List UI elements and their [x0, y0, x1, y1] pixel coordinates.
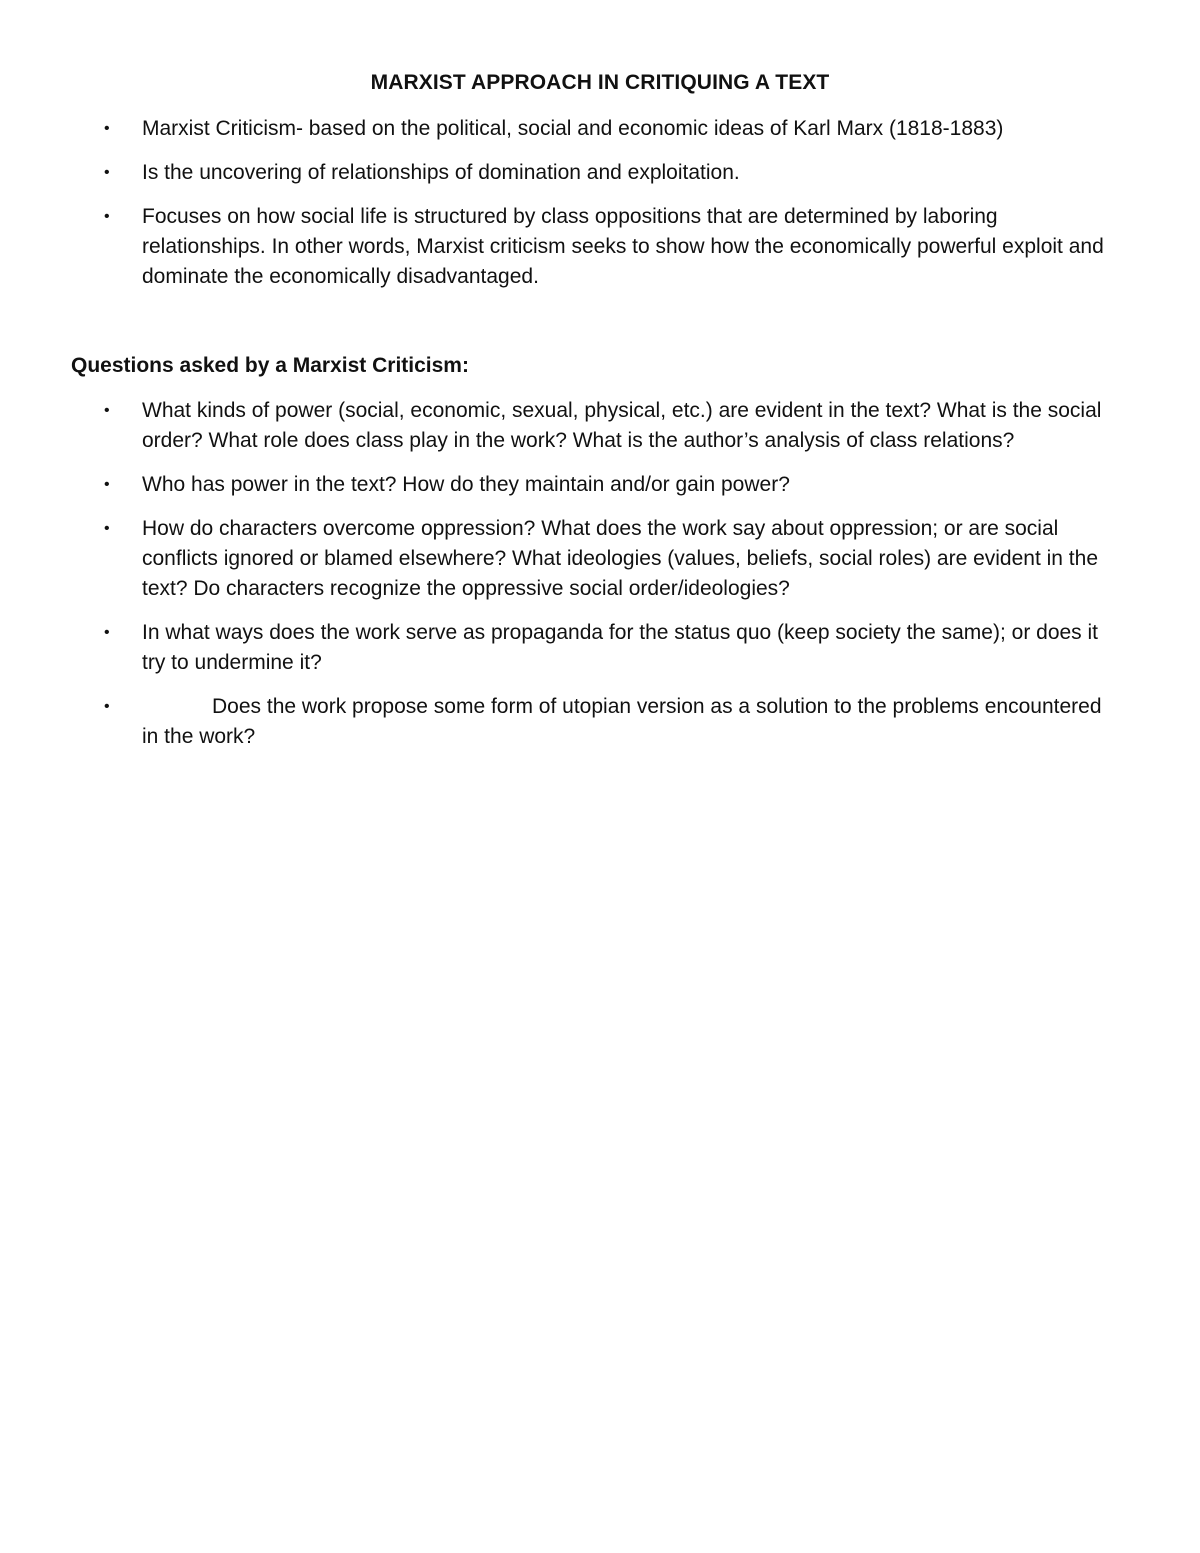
- list-item-text: Is the uncovering of relationships of domination and exploitation.: [142, 161, 740, 184]
- list-item: [0, 114, 1200, 144]
- bullet-icon: •: [104, 402, 110, 419]
- list-item: [0, 202, 1200, 292]
- bullet-icon: •: [104, 208, 110, 225]
- bullet-icon: •: [104, 624, 110, 641]
- list-item-text: How do characters overcome oppression? What does the work say about oppression; or are social conflicts ignored or blamed elsewhere? What ideologies (values, beliefs, social roles) are evident in the text? Do characters recognize the oppressive social order/ideologies?: [142, 517, 1099, 600]
- bullet-icon: •: [104, 476, 110, 493]
- list-item: [0, 618, 1200, 678]
- document-title: MARXIST APPROACH IN CRITIQUING A TEXT: [370, 71, 830, 94]
- intro-bullet-list: [0, 114, 1200, 306]
- list-item: [0, 692, 1200, 752]
- list-item: [0, 514, 1200, 604]
- bullet-icon: •: [104, 120, 110, 137]
- questions-bullet-list: [0, 396, 1200, 766]
- questions-heading: Questions asked by a Marxist Criticism:: [71, 354, 469, 377]
- list-item: [0, 470, 1200, 500]
- list-item-text: What kinds of power (social, economic, sexual, physical, etc.) are evident in the text? What is the social order? What role does class play in the work? What is the author’s analysis of class relations?: [142, 399, 1102, 452]
- list-item-text: Does the work propose some form of utopian version as a solution to the problems encountered in the work?: [142, 695, 1102, 748]
- bullet-icon: •: [104, 698, 110, 715]
- list-item-text: In what ways does the work serve as propaganda for the status quo (keep society the same); or does it try to undermine it?: [142, 621, 1099, 674]
- list-item: [0, 396, 1200, 456]
- bullet-icon: •: [104, 164, 110, 181]
- list-item: [0, 158, 1200, 188]
- bullet-icon: •: [104, 520, 110, 537]
- list-item-text: Focuses on how social life is structured by class oppositions that are determined by laboring relationships. In other words, Marxist criticism seeks to show how the economically powerful exploit and dominate the economically disadvantaged.: [142, 205, 1104, 288]
- list-item-text: Marxist Criticism- based on the political, social and economic ideas of Karl Marx (1818-1883): [142, 117, 1004, 140]
- list-item-text: Who has power in the text? How do they maintain and/or gain power?: [142, 473, 790, 496]
